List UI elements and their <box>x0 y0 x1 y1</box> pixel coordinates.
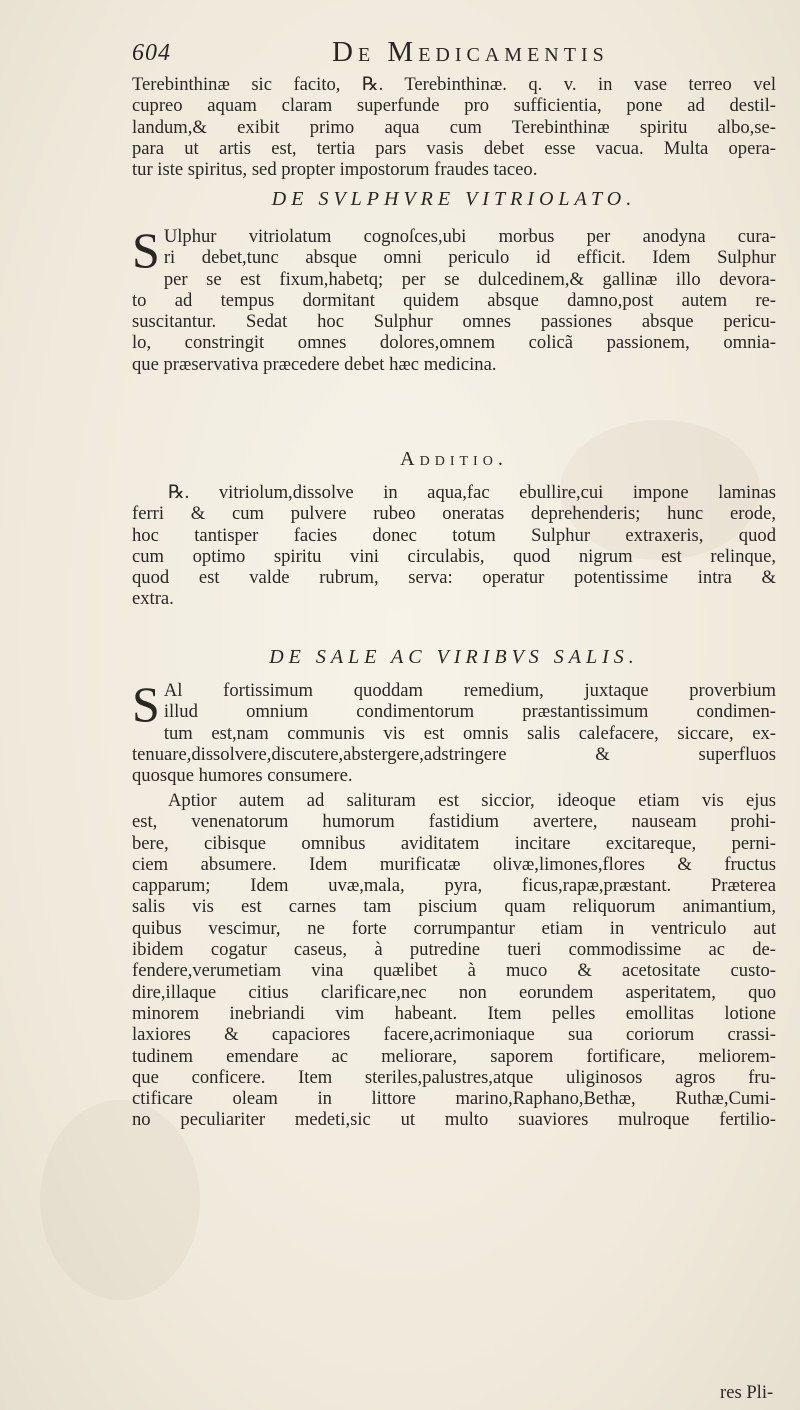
addition-heading: Additio. <box>400 448 508 470</box>
text-line: cupreo aquam claram superfunde pro sufficientia, pone ad destil- <box>132 95 776 117</box>
text-line: quibus vescimur, ne forte corrumpantur etiam in ventriculo aut <box>132 917 776 939</box>
addition-paragraph <box>132 482 776 610</box>
text-line: per se est fixum,habetq; per se dulcedinem,& gallinæ illo devora- <box>163 268 776 290</box>
text-line: ctificare oleam in littore marino,Raphano,Bethæ, Ruthæ,Cumi- <box>132 1088 776 1110</box>
text-line: Terebinthinæ sic facito, ℞. Terebinthinæ. q. v. in vase terreo vel <box>132 74 776 95</box>
text-line: ℞. vitriolum,dissolve in aqua,fac ebullire,cui impone laminas <box>168 482 776 503</box>
drop-cap: S <box>132 222 160 278</box>
text-line: ibidem cogatur caseus, à putredine tueri commodissime ac de- <box>132 939 776 961</box>
text-line: extra. <box>132 588 174 610</box>
sulphur-paragraph <box>132 222 776 375</box>
text-line: tenuare,dissolvere,discutere,abstergere,adstringere & superfluos <box>132 743 776 765</box>
text-line: quod est valde rubrum, serva: operatur potentissime intra & <box>132 567 776 589</box>
text-line: laxiores & capaciores facere,acrimoniaque sua coriorum crassi- <box>132 1024 776 1046</box>
text-line: ciem absumere. Idem murificatæ olivæ,limones,flores & fructus <box>132 853 776 875</box>
text-line: ri debet,tunc absque omni periculo id efficit. Idem Sulphur <box>163 247 776 269</box>
text-line: to ad tempus dormitant quidem absque damno,post autem re- <box>132 289 776 311</box>
text-line: suscitantur. Sedat hoc Sulphur omnes passiones absque pericu- <box>132 311 776 333</box>
text-line: cum optimo spiritu vini circulabis, quod nigrum est relinque, <box>132 545 776 567</box>
text-line: Al fortissimum quoddam remedium, juxtaque proverbium <box>163 680 776 701</box>
page-number: 604 <box>132 40 171 66</box>
text-line: no peculiariter medeti,sic ut multo suaviores mulroque fertilio- <box>132 1109 776 1131</box>
text-line: landum,& exibit primo aqua cum Terebinthinæ spiritu albo,se- <box>132 116 776 138</box>
text-line: que præservativa præcedere debet hæc medicina. <box>132 353 497 375</box>
text-line: minorem inebriandi vim habeant. Item pelles emollitas lotione <box>132 1002 776 1024</box>
text-line: tum est,nam communis vis est omnis salis calefacere, siccare, ex- <box>163 722 776 744</box>
text-line: dire,illaque citius clarificare,nec non eorundem asperitatem, quo <box>132 981 776 1003</box>
text-line: Ulphur vitriolatum cognoſces,ubi morbus per anodyna cura- <box>163 226 776 247</box>
text-line: quosque humores consumere. <box>132 765 353 787</box>
text-line: ferri & cum pulvere rubeo oneratas deprehenderis; hunc erode, <box>132 503 776 525</box>
text-line: que conficere. Item steriles,palustres,atque uliginosos agros fru- <box>132 1066 776 1088</box>
text-line: tur iste spiritus, sed propter impostorum fraudes taceo. <box>132 159 538 181</box>
intro-paragraph <box>132 74 776 180</box>
text-line: salis vis est carnes tam piscium quam reliquorum animantium, <box>132 896 776 918</box>
text-line: bere, cibisque omnibus aviditatem incitare excitareque, perni- <box>132 832 776 854</box>
text-line: est, venenatorum humorum fastidium avertere, nauseam prohi- <box>132 811 776 833</box>
text-line: Aptior autem ad salituram est siccior, ideoque etiam vis ejus <box>168 790 776 811</box>
text-line: lo, constringit omnes dolores,omnem colicã passionem, omnia- <box>132 332 776 354</box>
salt-paragraph-2 <box>132 790 776 1131</box>
text-line: fendere,verumetiam vina quælibet à muco & acetositate custo- <box>132 960 776 982</box>
section-heading-salt: DE SALE AC VIRIBVS SALIS. <box>269 646 639 668</box>
catchword: res Pli- <box>720 1382 774 1403</box>
salt-paragraph-1 <box>132 676 776 787</box>
text-line: para ut artis est, tertia pars vasis debet esse vacua. Multa opera- <box>132 137 776 159</box>
running-head: De Medicamentis <box>332 36 609 68</box>
text-line: hoc tantisper facies donec totum Sulphur extraxeris, quod <box>132 524 776 546</box>
text-line: illud omnium condimentorum præstantissimum condimen- <box>163 701 776 723</box>
page-header <box>132 36 772 70</box>
section-heading-sulphur: DE SVLPHVRE VITRIOLATO. <box>271 188 637 210</box>
drop-cap: S <box>132 676 160 732</box>
text-line: capparum; Idem uvæ,mala, pyra, ficus,rapæ,præstant. Præterea <box>132 875 776 897</box>
text-line: tudinem emendare ac meliorare, saporem fortificare, meliorem- <box>132 1045 776 1067</box>
